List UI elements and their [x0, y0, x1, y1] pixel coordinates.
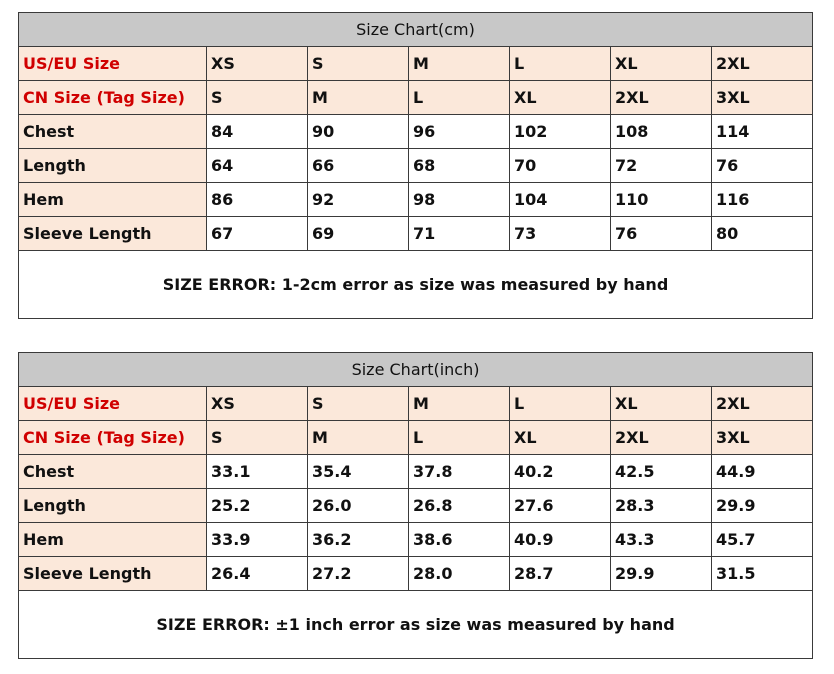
cn-size-cell: L [409, 421, 510, 455]
value-cell: 64 [207, 149, 308, 183]
value-cell: 96 [409, 115, 510, 149]
us-size-cell: S [308, 47, 409, 81]
cn-size-cell: S [207, 421, 308, 455]
table-row [19, 421, 813, 455]
value-cell: 71 [409, 217, 510, 251]
value-cell: 108 [611, 115, 712, 149]
us-size-cell: L [510, 47, 611, 81]
value-cell: 76 [611, 217, 712, 251]
table-row [19, 149, 813, 183]
us-size-cell: XS [207, 47, 308, 81]
us-size-cell: XL [611, 387, 712, 421]
row-label: Chest [19, 115, 207, 149]
table-row [19, 217, 813, 251]
value-cell: 86 [207, 183, 308, 217]
value-cell: 42.5 [611, 455, 712, 489]
row-label: Length [19, 489, 207, 523]
value-cell: 102 [510, 115, 611, 149]
value-cell: 44.9 [712, 455, 813, 489]
us-size-cell: 2XL [712, 387, 813, 421]
row-label: Hem [19, 183, 207, 217]
size-error-note: SIZE ERROR: ±1 inch error as size was measured by hand [19, 591, 813, 659]
value-cell: 36.2 [308, 523, 409, 557]
value-cell: 92 [308, 183, 409, 217]
row-label: Sleeve Length [19, 557, 207, 591]
cn-size-label: CN Size (Tag Size) [19, 81, 207, 115]
us-size-cell: S [308, 387, 409, 421]
value-cell: 45.7 [712, 523, 813, 557]
cn-size-cell: S [207, 81, 308, 115]
table-row [19, 81, 813, 115]
value-cell: 84 [207, 115, 308, 149]
value-cell: 29.9 [712, 489, 813, 523]
value-cell: 26.8 [409, 489, 510, 523]
value-cell: 26.4 [207, 557, 308, 591]
value-cell: 31.5 [712, 557, 813, 591]
value-cell: 40.2 [510, 455, 611, 489]
value-cell: 70 [510, 149, 611, 183]
row-label: Chest [19, 455, 207, 489]
cn-size-cell: 2XL [611, 421, 712, 455]
value-cell: 76 [712, 149, 813, 183]
us-size-cell: XS [207, 387, 308, 421]
row-label: Sleeve Length [19, 217, 207, 251]
chart-title: Size Chart(inch) [19, 353, 813, 387]
us-size-cell: 2XL [712, 47, 813, 81]
value-cell: 80 [712, 217, 813, 251]
us-size-label: US/EU Size [19, 47, 207, 81]
value-cell: 73 [510, 217, 611, 251]
value-cell: 33.9 [207, 523, 308, 557]
value-cell: 98 [409, 183, 510, 217]
value-cell: 66 [308, 149, 409, 183]
us-size-cell: M [409, 47, 510, 81]
cn-size-cell: XL [510, 421, 611, 455]
table-row [19, 489, 813, 523]
cn-size-label: CN Size (Tag Size) [19, 421, 207, 455]
value-cell: 29.9 [611, 557, 712, 591]
value-cell: 28.0 [409, 557, 510, 591]
table-row [19, 455, 813, 489]
table-row [19, 47, 813, 81]
value-cell: 28.3 [611, 489, 712, 523]
table-row [19, 557, 813, 591]
table-row [19, 115, 813, 149]
cn-size-cell: XL [510, 81, 611, 115]
value-cell: 27.6 [510, 489, 611, 523]
value-cell: 28.7 [510, 557, 611, 591]
value-cell: 40.9 [510, 523, 611, 557]
size-chart-cm [18, 12, 813, 319]
value-cell: 104 [510, 183, 611, 217]
value-cell: 114 [712, 115, 813, 149]
value-cell: 35.4 [308, 455, 409, 489]
table-row [19, 183, 813, 217]
row-label: Length [19, 149, 207, 183]
value-cell: 43.3 [611, 523, 712, 557]
cn-size-cell: M [308, 421, 409, 455]
us-size-cell: XL [611, 47, 712, 81]
us-size-cell: L [510, 387, 611, 421]
row-label: Hem [19, 523, 207, 557]
cn-size-cell: L [409, 81, 510, 115]
chart-title: Size Chart(cm) [19, 13, 813, 47]
value-cell: 27.2 [308, 557, 409, 591]
value-cell: 68 [409, 149, 510, 183]
value-cell: 69 [308, 217, 409, 251]
us-size-label: US/EU Size [19, 387, 207, 421]
value-cell: 110 [611, 183, 712, 217]
table-row [19, 523, 813, 557]
table-row [19, 387, 813, 421]
size-chart-inch [18, 352, 813, 659]
size-error-note: SIZE ERROR: 1-2cm error as size was measured by hand [19, 251, 813, 319]
value-cell: 90 [308, 115, 409, 149]
value-cell: 37.8 [409, 455, 510, 489]
value-cell: 25.2 [207, 489, 308, 523]
value-cell: 26.0 [308, 489, 409, 523]
value-cell: 38.6 [409, 523, 510, 557]
cn-size-cell: 3XL [712, 421, 813, 455]
value-cell: 116 [712, 183, 813, 217]
value-cell: 67 [207, 217, 308, 251]
cn-size-cell: 2XL [611, 81, 712, 115]
cn-size-cell: M [308, 81, 409, 115]
us-size-cell: M [409, 387, 510, 421]
value-cell: 72 [611, 149, 712, 183]
cn-size-cell: 3XL [712, 81, 813, 115]
value-cell: 33.1 [207, 455, 308, 489]
